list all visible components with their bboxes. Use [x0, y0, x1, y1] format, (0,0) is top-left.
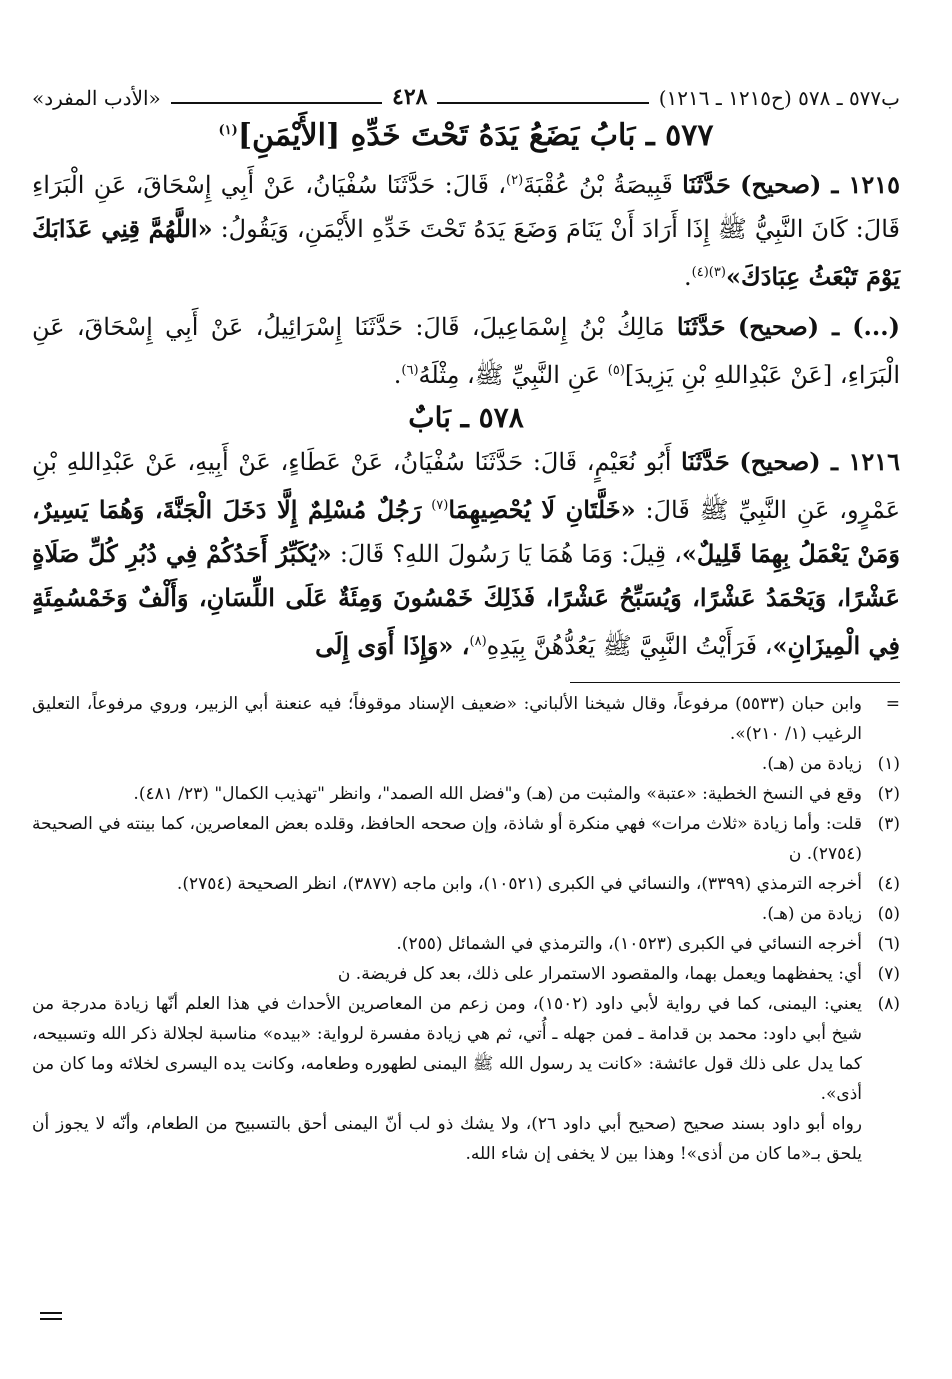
footnote-item: (٦) أخرجه النسائي في الكبرى (١٠٥٢٣)، والترمذي في الشمائل (٢٥٥). — [396, 934, 900, 954]
chapter-578-title: ٥٧٨ ـ بَابٌ — [408, 401, 524, 434]
footnote-item: (٥) زيادة من (هـ). — [761, 904, 900, 924]
header-rule — [437, 102, 648, 104]
hadith-text: أَبُو نُعَيْمٍ، قَالَ: حَدَّثَنَا سُفْيَانُ، عَنْ عَطَاءٍ، عَنْ أَبِيهِ، عَنْ عَبْدِاللهِ بْنِ عَمْرٍو، عَنِ النَّبِيِّ ﷺ قَالَ: — [32, 448, 901, 524]
footnote-ref[interactable]: (٦) — [401, 363, 419, 378]
page-number: ٤٢٨ — [392, 84, 428, 110]
hadith-number: (...) ـ (صحيح) — [737, 312, 900, 341]
hadith-number: ١٢١٥ ـ (صحيح) — [740, 170, 901, 199]
footnote-ref[interactable]: (٣)(٤) — [691, 265, 726, 280]
hadith-quote: ، «وَإِذَا أَوَى إِلَى — [315, 631, 470, 660]
footnote-item: رواه أبو داود بسند صحيح (صحيح أبي داود ٢٦)، ولا يشك ذو لب أنّ اليمنى أحق بالتسبيح من الطعام، وأنّه لا يجوز أن يلحق بـ«ما كان من أذى»! وهذا بين لا يخفى إن شاء الله. — [32, 1114, 862, 1164]
hadith-1215: ١٢١٥ ـ (صحيح) حَدَّثَنَا قَبِيصَةُ بْنُ عُقْبَةَ$^{(٢)}$، قَالَ: حَدَّثَنَا سُفْيَانُ، عَنْ أَبِي إِسْحَاقَ، عَنِ الْبَرَاءِ قَالَ: كَانَ النَّبِيُّ ﷺ إِذَا أَرَادَ أَنْ يَنَامَ وَضَعَ يَدَهُ تَحْتَ خَدِّهِ الأَيْمَنِ، وَيَقُولُ: «اللَّهُمَّ قِنِي عَذَابَكَ يَوْمَ تَبْعَثُ عِبَادَكَ»$^{(٣)(٤)}$. — [32, 170, 901, 291]
hadith-text: قَبِيصَةُ بْنُ عُقْبَةَ — [523, 171, 673, 199]
footnote-item: (١) زيادة من (هـ). — [761, 754, 900, 774]
hadith-text: عَنِ النَّبِيِّ ﷺ، مِثْلَهُ — [418, 361, 601, 389]
book-page — [32, 70, 900, 1169]
hadith-quote: «يُكَبِّرُ أَحَدُكُمْ فِي دُبُرِ كُلِّ صَلَاةٍ عَشْرًا، وَيَحْمَدُ عَشْرًا، وَيُسَبِّحُ عَشْرًا، فَذَلِكَ خَمْسُونَ وَمِئَةٌ عَلَى اللِّسَانِ، وَأَلْفٌ وَخَمْسُمِئَةٍ فِي الْمِيزَانِ» — [32, 539, 900, 660]
footnote-ref[interactable]: (١) — [218, 123, 238, 138]
footnote-item: = وابن حبان (٥٥٣٣) مرفوعاً، وقال شيخنا الألباني: «ضعيف الإسناد موقوفاً؛ فيه عنعنة أبي الزبير، وروي مرفوعاً، التعليق الرغيب (١/ ٢١٠)». — [32, 694, 900, 744]
hadith-quote: رَجُلٌ مُسْلِمٌ إِلَّا دَخَلَ الْجَنَّةَ، وَهُمَا يَسِيرٌ، وَمَنْ يَعْمَلُ بِهِمَا قَلِيلٌ» — [32, 495, 900, 568]
hadith-1216 — [32, 440, 900, 668]
hadith-dua: «اللَّهُمَّ قِنِي عَذَابَكَ يَوْمَ تَبْعَثُ عِبَادَكَ» — [32, 214, 900, 291]
continuation-mark — [40, 1312, 62, 1314]
continuation-mark — [40, 1318, 62, 1320]
hadith-text: مَالِكُ بْنُ إِسْمَاعِيلَ، قَالَ: حَدَّثَنَا إِسْرَائِيلُ، عَنْ أَبِي إِسْحَاقَ، عَنِ الْبَرَاءِ، [عَنْ عَبْدِاللهِ بْنِ يَزِيدَ] — [32, 313, 900, 389]
page-header — [32, 70, 900, 110]
footnote-item: (٧) أي: يحفظهما ويعمل بهما، والمقصود الاستمرار على ذلك، بعد كل فريضة. ن — [337, 964, 900, 984]
header-range: ب٥٧٧ ـ ٥٧٨ (ح١٢١٥ ـ ١٢١٦) — [658, 86, 900, 110]
footnote-ref[interactable]: (٧) — [431, 498, 449, 513]
hadith-dots: (...) ـ (صحيح) حَدَّثَنَا مَالِكُ بْنُ إِسْمَاعِيلَ، قَالَ: حَدَّثَنَا إِسْرَائِيلُ، عَنْ أَبِي إِسْحَاقَ، عَنِ الْبَرَاءِ، [عَنْ عَبْدِاللهِ بْنِ يَزِيدَ]$^{(٥)}$ عَنِ النَّبِيِّ ﷺ، مِثْلَهُ$^{(٦)}$. — [32, 312, 900, 389]
footnote-item: (٢) وقع في النسخ الخطية: «عتبة» والمثبت من (هـ) و"فضل الله الصمد"، وانظر "تهذيب الكمال" (٢٣/ ٤٨١). — [133, 784, 900, 804]
hadith-number: ١٢١٦ ـ (صحيح) — [739, 447, 900, 476]
hadith-lead: حَدَّثَنَا — [681, 447, 730, 476]
footnote-separator — [570, 682, 900, 683]
hadith-quote: «خَلَّتَانِ لَا يُحْصِيهِمَا — [448, 495, 636, 524]
footnote-item: (٤) أخرجه الترمذي (٣٣٩٩)، والنسائي في الكبرى (١٠٥٢١)، وابن ماجه (٣٨٧٧)، انظر الصحيحة (٢٧٥٤). — [176, 874, 900, 894]
hadith-text: ، قَالَ: حَدَّثَنَا سُفْيَانُ، عَنْ أَبِي إِسْحَاقَ، عَنِ الْبَرَاءِ قَالَ: كَانَ النَّبِيُّ ﷺ إِذَا أَرَادَ أَنْ يَنَامَ وَضَعَ يَدَهُ تَحْتَ خَدِّهِ الأَيْمَنِ، وَيَقُولُ: — [32, 171, 900, 243]
footnote-ref[interactable]: (٨) — [469, 634, 487, 649]
header-rule — [171, 102, 382, 104]
footnote-item: (٣) قلت: وأما زيادة «ثلاث مرات» فهي منكرة أو شاذة، وإن صححه الحافظ، وقلده بعض المعاصرين، كما بينته في الصحيحة (٢٧٥٤). ن — [32, 814, 900, 864]
footnotes — [32, 689, 900, 1169]
footnote-ref[interactable]: (٥) — [607, 363, 625, 378]
footnote-item: (٨) يعني: اليمنى، كما في رواية لأبي داود (١٥٠٢)، ومن زعم من المعاصرين الأحداث في هذا العلم أنّها زيادة مدرجة من شيخ أبي داود: محمد بن قدامة ـ فمن جهله ـ أُتي، ثم هي زيادة مفسرة لرواية: «بيده» مناسبة لجلالة ذكر الله وتسبيحه، كما يدل على ذلك قول عائشة: «كانت يد رسول الله ﷺ اليمنى لطهوره وطعامه، وكانت يده اليسرى لخلائه وما كان من أذى». — [32, 994, 900, 1104]
hadith-text: ، قِيلَ: وَمَا هُمَا يَا رَسُولَ اللهِ؟ قَالَ: — [339, 540, 682, 568]
book-title: «الأدب المفرد» — [31, 86, 161, 110]
hadith-lead: حَدَّثَنَا — [676, 312, 726, 341]
footnote-ref[interactable]: (٢) — [506, 173, 524, 188]
hadith-lead: حَدَّثَنَا — [682, 170, 731, 199]
chapter-577-title: ٥٧٧ ـ بَابُ يَضَعُ يَدَهُ تَحْتَ خَدِّهِ [الأَيْمَنِ]$^{(١)}$ — [218, 118, 714, 153]
hadith-text: ، فَرَأَيْتُ النَّبِيَّ ﷺ يَعُدُّهُنَّ بِيَدِهِ — [486, 632, 773, 660]
